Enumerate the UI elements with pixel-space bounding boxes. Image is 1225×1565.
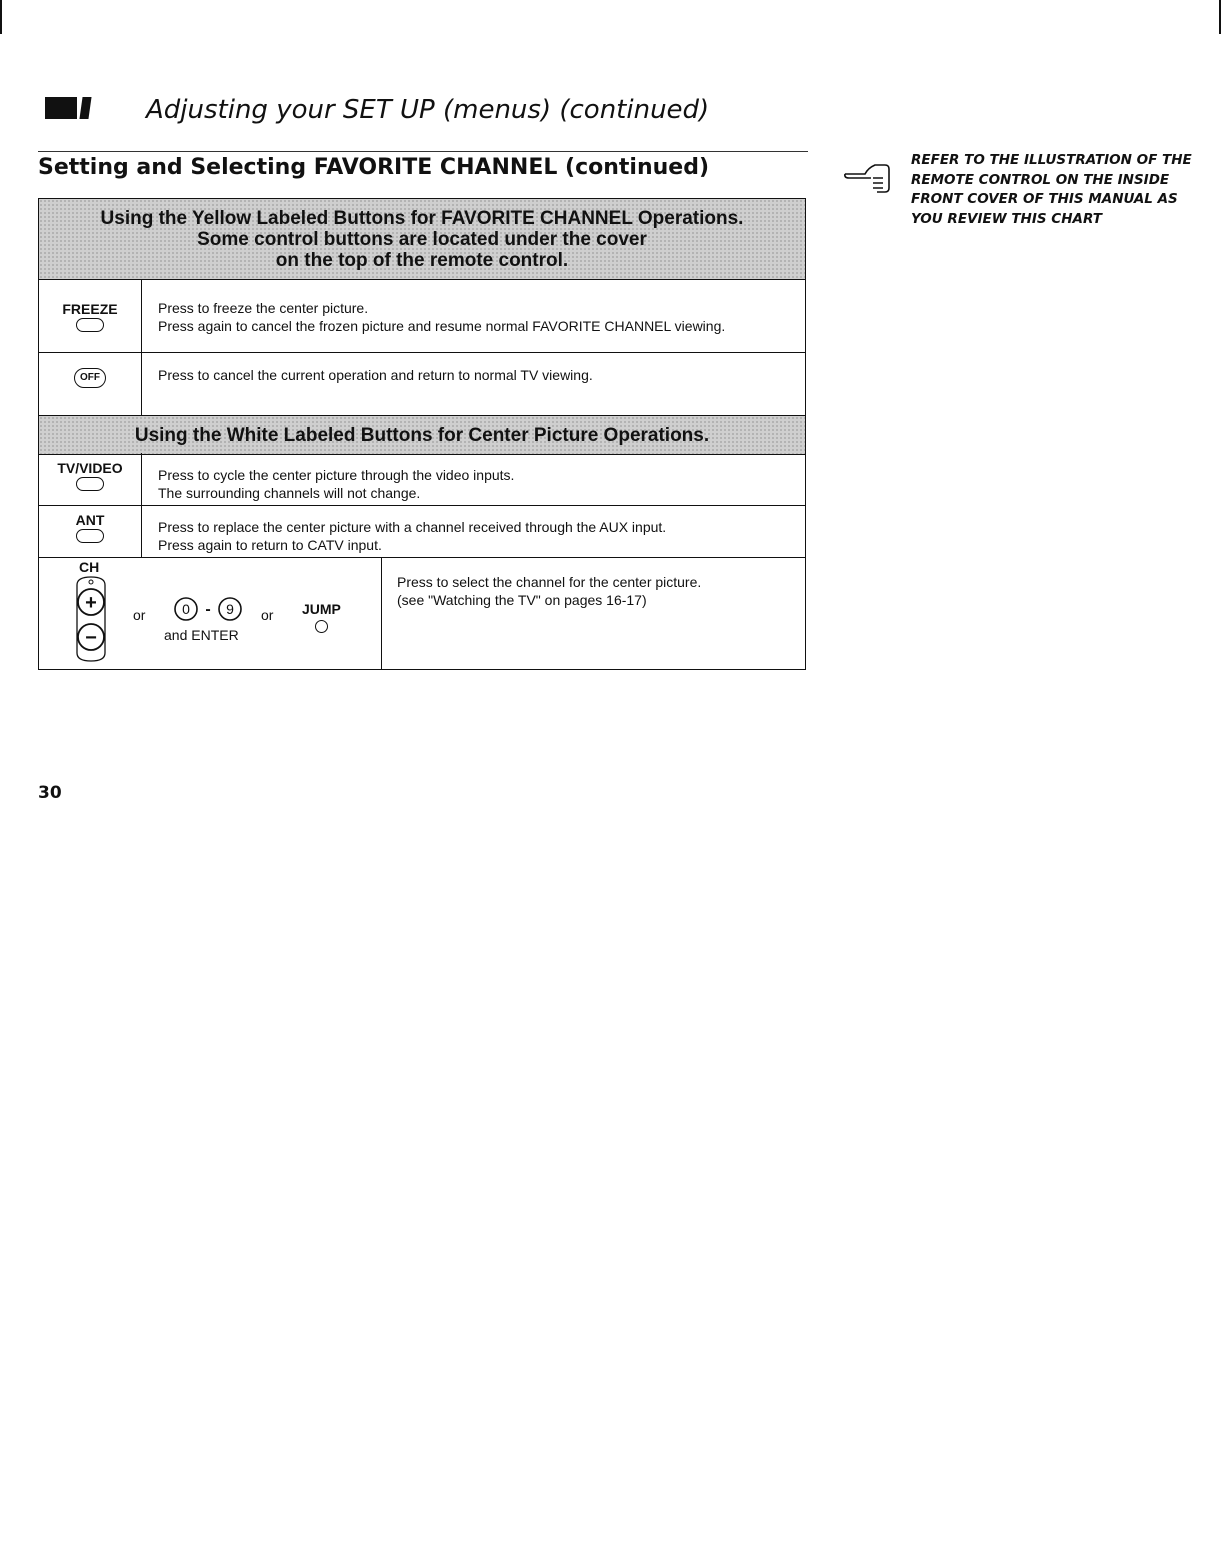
freeze-row [39,279,805,353]
off-button-icon: OFF [74,368,106,388]
off-key-cell [39,352,142,415]
off-row [39,352,805,415]
ant-desc-line2: Press again to return to CATV input. [158,537,382,553]
left-edge-line [0,0,2,34]
chapter-marker-icon [45,97,90,119]
remote-illustration-note: REFER TO THE ILLUSTRATION OF THE REMOTE CONTROL ON THE INSIDE FRONT COVER OF THIS MANUAL AS YOU REVIEW THIS CHART [911,152,1192,227]
button-operations-chart [38,198,806,670]
jump-label: JUMP [302,601,341,617]
tv-video-description [158,466,785,502]
channel-key-cell [39,557,382,670]
yellow-heading-line1: Using the Yellow Labeled Buttons for FAVORITE CHANNEL Operations. [100,207,744,229]
right-edge-line [1219,0,1221,34]
page-number: 30 [38,783,62,803]
digit-to: 9 [226,601,234,617]
channel-description [397,573,785,609]
freeze-desc-line2: Press again to cancel the frozen picture and resume normal FAVORITE CHANNEL viewing. [158,318,726,334]
channel-desc-line1: Press to select the channel for the center picture. [397,574,702,590]
tv-video-desc-line1: Press to cycle the center picture through the video inputs. [158,467,515,483]
ch-plus-symbol: + [85,592,97,614]
ch-minus-symbol: − [85,627,97,649]
ant-label: ANT [75,512,105,528]
digit-dash: - [205,601,211,618]
channel-desc-line2: (see "Watching the TV" on pages 16-17) [397,592,647,608]
white-heading-line1: Using the White Labeled Buttons for Center Picture Operations. [134,424,710,446]
freeze-desc-line1: Press to freeze the center picture. [158,300,369,316]
yellow-heading-line2: Some control buttons are located under the cover [197,228,647,250]
off-desc-line1: Press to cancel the current operation and return to normal TV viewing. [158,367,593,383]
tv-video-label: TV/VIDEO [57,460,123,476]
channel-row [39,557,805,670]
pointing-hand-icon [843,158,905,198]
yellow-heading-line3: on the top of the remote control. [275,249,569,271]
digit-from: 0 [182,601,190,617]
yellow-buttons-heading [39,199,805,280]
freeze-description [158,299,785,335]
jump-button-icon [315,620,328,633]
chapter-title: Adjusting your SET UP (menus) (continued) [146,95,710,125]
channel-rocker-icon [69,575,113,663]
tv-video-key-cell [39,453,142,505]
tv-video-desc-line2: The surrounding channels will not change. [158,485,421,501]
or-text-2: or [261,607,274,623]
freeze-key-cell [39,279,142,352]
ant-key-cell [39,505,142,557]
tv-video-button-icon [76,477,104,491]
off-description [158,366,785,384]
digit-keys-icon [173,595,243,623]
or-text-1: or [133,607,146,623]
section-title: Setting and Selecting FAVORITE CHANNEL (continued) [38,155,710,180]
and-enter-text: and ENTER [164,627,239,643]
tv-video-row [39,453,805,506]
ch-label: CH [79,559,100,575]
white-buttons-heading [39,415,805,455]
freeze-button-icon [76,318,104,332]
freeze-label: FREEZE [62,301,118,317]
ant-row [39,505,805,558]
ant-button-icon [76,529,104,543]
title-divider [38,151,808,152]
ant-description [158,518,785,554]
ant-desc-line1: Press to replace the center picture with a channel received through the AUX input. [158,519,667,535]
